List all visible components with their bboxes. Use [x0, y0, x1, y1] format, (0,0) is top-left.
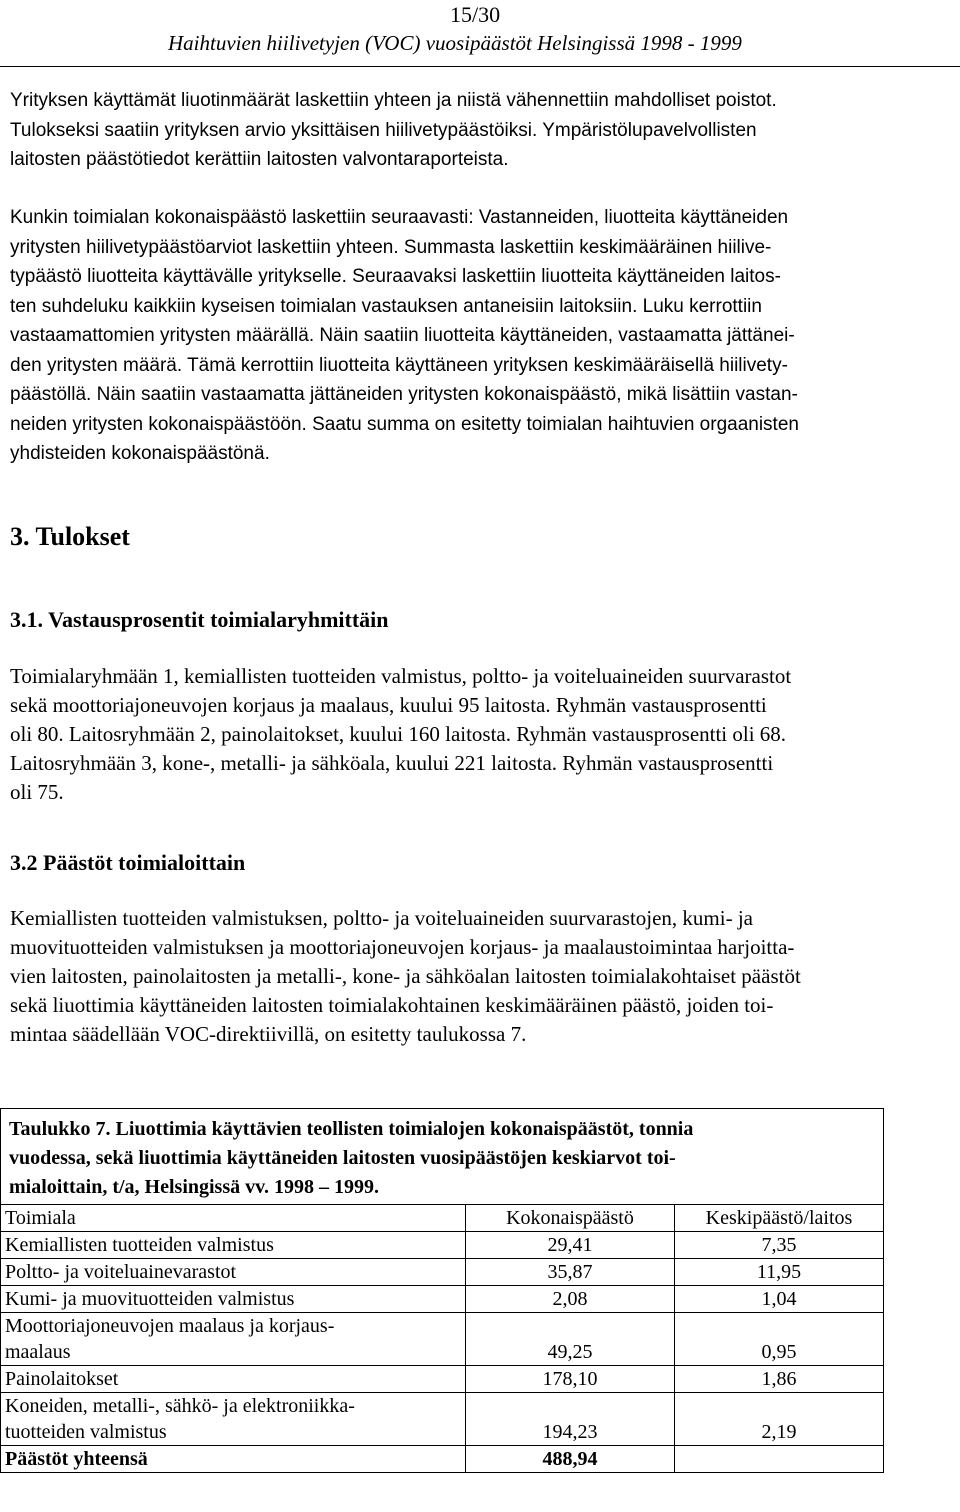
table-row: [1, 1232, 884, 1259]
section-3-2-line: muovituotteiden valmistuksen ja moottoriajoneuvojen korjaus- ja maalaustoimintaa harjoitta-: [10, 935, 795, 959]
table-row: [1, 1393, 884, 1446]
row-total: 49,25: [466, 1313, 675, 1366]
row-total: 35,87: [466, 1259, 675, 1286]
row-toimiala-line: Kumi- ja muovituotteiden valmistus: [5, 1288, 295, 1310]
section-3-1-heading: 3.1. Vastausprosentit toimialaryhmittäin: [10, 607, 389, 632]
method-line: yhdisteiden kokonaispäästönä.: [10, 443, 270, 464]
row-average: 2,19: [675, 1393, 884, 1446]
table-caption-line: vuodessa, sekä liuottimia käyttäneiden laitosten vuosipäästöjen keskiarvot toi-: [9, 1147, 676, 1169]
section-3-1-line: Toimialaryhmään 1, kemiallisten tuotteiden valmistus, poltto- ja voiteluaineiden suurvarastot: [10, 664, 792, 688]
row-total: 29,41: [466, 1232, 675, 1259]
table-body: [1, 1232, 884, 1446]
section-3-heading: 3. Tulokset: [10, 522, 130, 551]
method-line: yritysten hiilivetypäästöarviot laskettiin yhteen. Summasta laskettiin keskimääräinen hiilive-: [10, 236, 772, 258]
row-toimiala-line: Koneiden, metalli-, sähkö- ja elektroniikka-: [5, 1395, 355, 1417]
total-row-value: 488,94: [466, 1446, 675, 1473]
row-total: 2,08: [466, 1286, 675, 1313]
row-toimiala-line: tuotteiden valmistus: [5, 1421, 167, 1443]
section-3-2-line: mintaa säädellään VOC-direktiivillä, on esitetty taulukossa 7.: [10, 1022, 527, 1046]
method-line: ten suhdeluku kaikkiin kyseisen toimialan vastauksen antaneisiin laitoksiin. Luku kerrottiin: [10, 295, 762, 317]
method-line: den yritysten määrä. Tämä kerrottiin liuotteita käyttäneen yrityksen keskimääräisellä hiilivety-: [10, 354, 788, 376]
section-3-1-line: Laitosryhmään 3, kone-, metalli- ja sähköala, kuului 221 laitosta. Ryhmän vastausprosentti: [10, 751, 774, 775]
row-toimiala: [1, 1366, 466, 1393]
intro-line: Yrityksen käyttämät liuotinmäärät laskettiin yhteen ja niistä vähennettiin mahdolliset poistot.: [10, 90, 777, 111]
method-line: vastaamattomien yritysten määrällä. Näin saatiin liuotteita käyttäneiden, vastaamatta jättänei-: [10, 325, 795, 346]
intro-paragraph: [10, 86, 950, 175]
row-toimiala-line: Kemiallisten tuotteiden valmistus: [5, 1234, 274, 1256]
table-row: [1, 1366, 884, 1393]
table-row: [1, 1313, 884, 1366]
section-3-2-heading: 3.2 Päästöt toimialoittain: [10, 850, 246, 875]
method-line: päästöllä. Näin saatiin vastaamatta jättäneiden yritysten kokonaispäästö, mikä lisättiin vastan-: [10, 384, 798, 405]
section-3-1-paragraph: [10, 662, 950, 807]
section-3-2-line: Kemiallisten tuotteiden valmistuksen, poltto- ja voiteluaineiden suurvarastojen, kumi- ja: [10, 906, 753, 930]
row-toimiala: [1, 1286, 466, 1313]
section-3-1-line: sekä moottoriajoneuvojen korjaus ja maalaus, kuului 95 laitosta. Ryhmän vastausprosentti: [10, 693, 767, 717]
intro-line: Tulokseksi saatiin yrityksen arvio yksittäisen hiilivetypäästöiksi. Ympäristölupavelvollisten: [10, 119, 757, 141]
method-paragraph: [10, 203, 950, 469]
section-3-2-paragraph: [10, 904, 950, 1049]
row-average: 11,95: [675, 1259, 884, 1286]
page-number: 15/30: [450, 2, 501, 27]
method-line: neiden yritysten kokonaispäästöön. Saatu summa on esitetty toimialan haihtuvien orgaanisten: [10, 413, 799, 435]
table-caption-line: mialoittain, t/a, Helsingissä vv. 1998 – 1999.: [9, 1176, 380, 1198]
row-total: 178,10: [466, 1366, 675, 1393]
row-toimiala: [1, 1232, 466, 1259]
section-3-2-line: sekä liuottimia käyttäneiden laitosten toimialakohtainen keskimääräinen päästö, joiden toi-: [10, 993, 774, 1017]
row-total: 194,23: [466, 1393, 675, 1446]
row-average: 1,86: [675, 1366, 884, 1393]
column-header-toimiala: Toimiala: [1, 1205, 466, 1232]
running-title: Haihtuvien hiilivetyjen (VOC) vuosipäästöt Helsingissä 1998 - 1999: [168, 31, 742, 55]
emissions-table: [0, 1108, 884, 1473]
row-average: 7,35: [675, 1232, 884, 1259]
header-divider: [0, 66, 960, 67]
intro-line: laitosten päästötiedot kerättiin laitosten valvontaraporteista.: [10, 149, 509, 170]
table-caption-line: Taulukko 7. Liuottimia käyttävien teollisten toimialojen kokonaispäästöt, tonnia: [9, 1118, 694, 1140]
column-header-total: Kokonaispäästö: [466, 1205, 675, 1232]
table-caption: [1, 1109, 884, 1205]
section-3-1-line: oli 75.: [10, 780, 64, 804]
section-3-2-line: vien laitosten, painolaitosten ja metalli-, kone- ja sähköalan laitosten toimialakohtaiset päästöt: [10, 964, 801, 988]
table-row: [1, 1286, 884, 1313]
row-toimiala: [1, 1259, 466, 1286]
table-total-row: [1, 1446, 884, 1473]
column-header-average: Keskipäästö/laitos: [675, 1205, 884, 1232]
row-toimiala: [1, 1313, 466, 1366]
table-header-row: [1, 1205, 884, 1232]
row-toimiala-line: Poltto- ja voiteluainevarastot: [5, 1261, 237, 1283]
row-toimiala: [1, 1393, 466, 1446]
table-row: [1, 1259, 884, 1286]
section-3-1-line: oli 80. Laitosryhmään 2, painolaitokset, kuului 160 laitosta. Ryhmän vastausprosentti oli 68.: [10, 722, 787, 746]
method-line: Kunkin toimialan kokonaispäästö laskettiin seuraavasti: Vastanneiden, liuotteita käyttäneiden: [10, 207, 789, 228]
total-row-average: [675, 1446, 884, 1473]
table-caption-row: [1, 1109, 884, 1205]
total-row-label: Päästöt yhteensä: [1, 1446, 466, 1473]
row-average: 1,04: [675, 1286, 884, 1313]
row-average: 0,95: [675, 1313, 884, 1366]
method-line: typäästö liuotteita käyttävälle yritykselle. Seuraavaksi laskettiin liuotteita käyttäneiden laitos-: [10, 266, 781, 287]
row-toimiala-line: maalaus: [5, 1341, 71, 1363]
row-toimiala-line: Painolaitokset: [5, 1368, 119, 1390]
row-toimiala-line: Moottoriajoneuvojen maalaus ja korjaus-: [5, 1315, 335, 1337]
